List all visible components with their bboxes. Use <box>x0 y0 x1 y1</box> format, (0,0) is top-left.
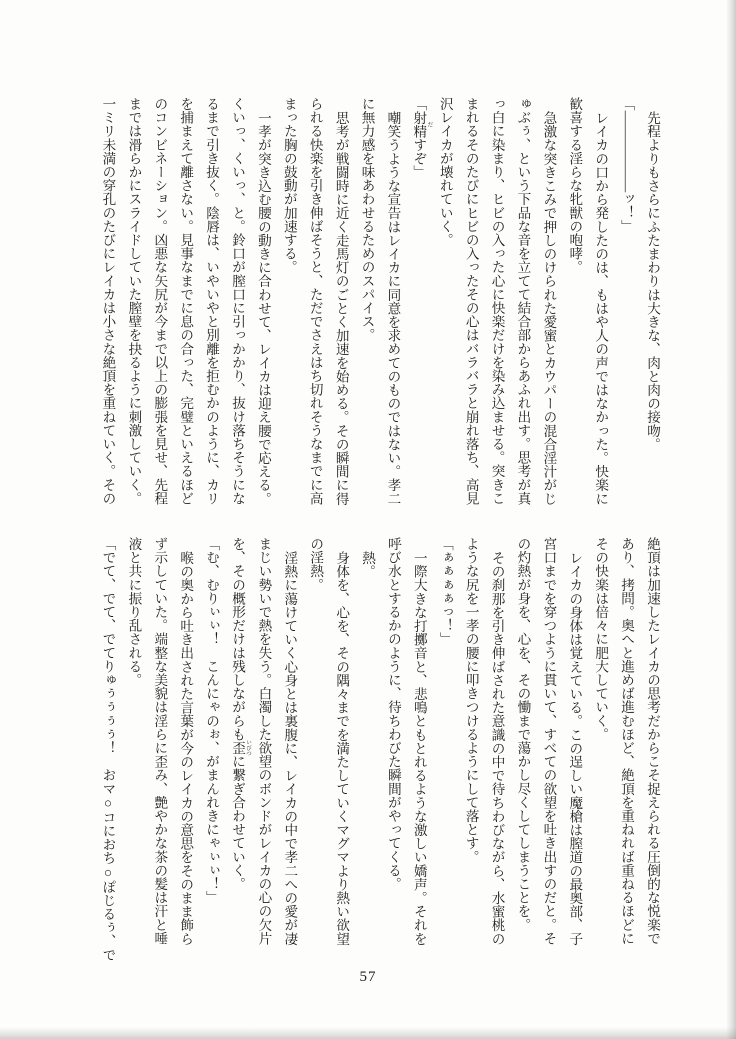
text-line: を捕まえて離さない。見事なまでに息の合った、完璧といえるほど <box>178 97 194 505</box>
text-line: られる快楽を引き伸ばそうと、ただでさえはち切れそうなまでに高 <box>307 97 323 505</box>
text-line: を、その概形だけは残しながらも歪 いびつに繋ぎ合わせていく。 <box>230 537 251 891</box>
text-line: 「射精 だすぞ」 <box>411 97 432 179</box>
text-line: 急激な突きこみで押しのけられた愛蜜とカウパーの混合淫汁がじ <box>541 110 557 505</box>
text-line: まじい勢いで熱を失う。白濁した欲望のボンドがレイカの心の欠片 <box>256 537 272 945</box>
text-line: の淫熱。 <box>308 537 324 592</box>
page-number: 57 <box>359 969 377 985</box>
text-line: までは滑らかにスライドしていた膣壁を抉るように刺激していく。 <box>126 97 142 505</box>
text-line: 熱。 <box>360 550 376 578</box>
lower-text-block <box>93 537 665 961</box>
text-line: ず示していた。端整な美貌は淫らに歪み、艶やかな茶の髪は汗と唾 <box>152 537 168 945</box>
text-line: あり、拷問。奥へと進めば進むほど、絶頂を重ねれば重ねるほどに <box>619 537 635 945</box>
text-line: 絶頂は加速したレイカの思考だからこそ捉えられる圧倒的な悦楽で <box>645 537 660 945</box>
text-line: レイカの口から発したのは、もはや人の声ではなかった。快楽に <box>593 110 609 505</box>
text-line: っ白に染まり、ヒビの入った心に快楽だけを染み込ませる。突きこ <box>489 97 505 505</box>
text-line: 一孝が突き込む腰の動きに合わせて、レイカは迎え腰で応える。 <box>255 110 271 505</box>
text-line: まった胸の鼓動が加速する。 <box>281 97 297 274</box>
scan-edge-right <box>726 0 736 1039</box>
scan-edge-bottom <box>0 1027 736 1039</box>
text-line: 「む、むりぃぃ！ こんにゃのぉ、がまんれきにゃぃぃ！」 <box>204 537 220 905</box>
text-line: レイカの身体は覚えている。この逞しい魔槍は膣道の最奥部、子 <box>567 550 583 945</box>
text-line: 「ぁぁぁぁっ！」 <box>437 537 453 646</box>
text-line: のコンビネーション。凶悪な矢尻が今まで以上の膨張を見せ、先程 <box>152 97 168 505</box>
text-line: 呼び水とするかのように、待ちわびた瞬間がやってくる。 <box>385 537 401 891</box>
text-line: くいっ、くいっ、と。鈴口が膣口に引っかかり、抜け落ちそうにな <box>230 97 245 505</box>
text-line: るまで引き抜く。陰唇は、いやいやと別離を拒むかのように、カリ <box>204 97 220 505</box>
text-line: まれるそのたびにヒビの入ったその心はバラバラと崩れ落ち、高見 <box>463 97 479 505</box>
text-line: 歓喜する淫らな牝獣の咆哮。 <box>567 97 583 274</box>
text-line: 淫熱に蕩けていく心身とは裏腹に、レイカの中で孝二への愛が凄 <box>282 550 298 945</box>
text-line: 一ミリ未満の穿孔のたびにレイカは小さな絶頂を重ねていく。その <box>100 97 116 505</box>
text-line: 液と共に振り乱される。 <box>126 537 142 687</box>
text-line: 「でて、でて、でてりゅぅぅぅぅ！ おマ○コにおち○ぽじるぅ、で <box>100 537 116 962</box>
text-line: 先程よりもさらにふたまわりは大きな、肉と肉の接吻。 <box>645 110 660 451</box>
text-line: 嘲笑うような宣告はレイカに同意を求めてのものではない。孝二 <box>385 110 401 505</box>
text-line: 宮口までを穿つように貫いて、すべての欲望を吐き出すのだと。そ <box>541 537 557 945</box>
text-line: 一際大きな打擲音と、悲鳴ともとれるような激しい嬌声。それを <box>411 550 427 945</box>
upper-text-block <box>93 97 665 515</box>
text-line: 身体を、心を、その隅々までを満たしていくマグマより熱い欲望 <box>334 550 350 945</box>
text-line: 「――――――ッ！」 <box>619 97 635 233</box>
text-line: の灼熱が身を、心を、その慟まで蕩かし尽くしてしまうことを。 <box>515 537 531 932</box>
text-line: 沢レイカが壊れていく。 <box>437 97 453 247</box>
text-line: に無力感を味あわせるためのスパイス。 <box>359 97 375 342</box>
text-line: 思考が戦闘時に近く走馬灯のごとく加速を始める。その瞬間に得 <box>333 110 349 505</box>
text-line: その刹那を引き伸ばされた意識の中で待ちわびながら、水蜜桃の <box>489 550 505 945</box>
text-line: 喉の奥から吐き出された言葉が今のレイカの意思をそのまま飾ら <box>178 550 194 945</box>
text-line: その快楽は倍々に肥大していく。 <box>593 537 609 741</box>
text-line: ような尻を一孝の腰に叩きつけるようにして落とす。 <box>463 537 479 864</box>
text-line: ゅぶぅ、という下品な音を立てて結合部からあふれ出す。思考が真 <box>515 97 531 505</box>
